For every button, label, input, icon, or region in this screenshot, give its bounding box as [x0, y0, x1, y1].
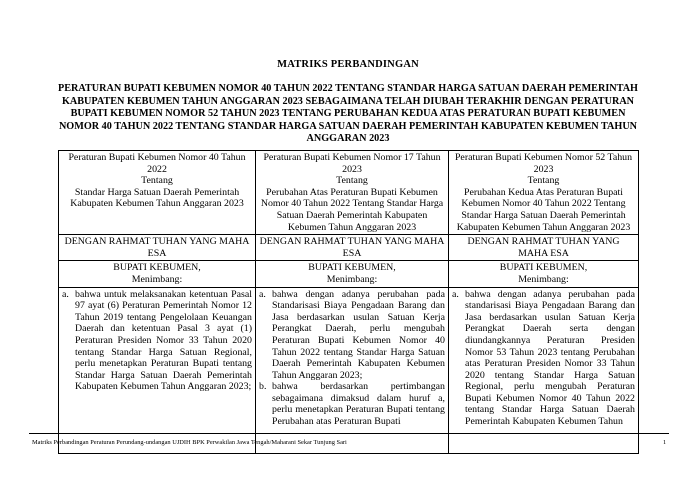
rahmat-cell: DENGAN RAHMAT TUHAN YANG MAHA ESA [59, 235, 256, 261]
bupati-cell [449, 261, 639, 287]
tentang-label: Tentang [336, 175, 368, 187]
item-marker: a. [259, 288, 266, 300]
item-marker: b. [259, 381, 267, 393]
bupati-label: BUPATI KEBUMEN, [499, 262, 588, 274]
tentang-label: Tentang [527, 175, 560, 187]
item-marker: a. [452, 288, 459, 300]
regulation-subject: Perubahan Kedua Atas Peraturan Bupati Kebumen Nomor 40 Tahun 2022 Tentang Standar Harga Satuan Daerah Pemerintah Kabupaten Kebumen Tahun Anggaran 2023 [456, 186, 631, 233]
bupati-cell [59, 261, 256, 287]
list-item [452, 289, 635, 428]
header-cell-col2 [256, 151, 449, 235]
rahmat-row [59, 235, 639, 261]
item-marker: a. [62, 288, 69, 300]
list-item [259, 381, 445, 427]
menimbang-label: Menimbang: [518, 273, 569, 285]
bupati-cell [256, 261, 449, 287]
list-item [259, 289, 445, 382]
comparison-table [58, 150, 639, 454]
menimbang-label: Menimbang: [326, 273, 378, 285]
menimbang-label: Menimbang: [131, 273, 183, 285]
regulation-number: Peraturan Bupati Kebumen Nomor 40 Tahun 2022 [68, 152, 246, 175]
footer-divider [29, 433, 669, 434]
rahmat-cell: DENGAN RAHMAT TUHAN YANG MAHA ESA [256, 235, 449, 261]
regulation-subject: Perubahan Atas Peraturan Bupati Kebumen Nomor 40 Tahun 2022 Tentang Standar Harga Satuan Daerah Pemerintah Kabupaten Kebumen Tahun Anggaran 2023 [260, 186, 444, 233]
item-text: bahwa untuk melaksanakan ketentuan Pasal 97 ayat (6) Peraturan Pemerintah Nomor 12 Tahun 2019 tentang Pengelolaan Keuangan Daerah dan ketentuan Pasal 3 ayat (1) Peraturan Presiden Nomor 33 Tahun 2020 tentang Standar Harga Satuan Regional, perlu menetapkan Peraturan Bupati tentang Standar Harga Satuan Daerah Pemerintah Kabupaten Kebumen Tahun Anggaran 2023; [75, 288, 252, 393]
bupati-row [59, 261, 639, 287]
item-text: bahwa dengan adanya perubahan pada standarisasi Biaya Pengadaan Barang dan Jasa berdasarkan usulan Satuan Kerja Perangkat Daerah serta dengan diundangkannya Peraturan Presiden Nomor 53 Tahun 2023 tentang Perubahan atas Peraturan Presiden Nomor 33 Tahun 2020 tentang Standar Harga Satuan Regional, perlu mengubah Peraturan Bupati Kebumen Nomor 40 Tahun 2022 tentang Standar Harga Satuan Daerah Pemerintah Kabupaten Kebumen Tahun [465, 288, 635, 428]
item-text: bahwa berdasarkan pertimbangan sebagaimana dimaksud dalam huruf a, perlu menetapkan Peraturan Bupati tentang Perubahan atas Peraturan Bupati [272, 381, 445, 428]
menimbang-cell-col3 [449, 287, 639, 453]
bupati-label: BUPATI KEBUMEN, [308, 262, 396, 274]
header-cell-col1 [59, 151, 256, 235]
bupati-label: BUPATI KEBUMEN, [113, 262, 201, 274]
item-text: bahwa dengan adanya perubahan pada Standarisasi Biaya Pengadaan Barang dan Jasa berdasarkan usulan Satuan Kerja Perangkat Daerah, perlu mengubah Peraturan Bupati Kebumen Nomor 40 Tahun 2022 tentang Standar Harga Satuan Daerah Pemerintah Kabupaten Kebumen Tahun Anggaran 2023; [272, 288, 445, 381]
regulation-subject: Standar Harga Satuan Daerah Pemerintah Kabupaten Kebumen Tahun Anggaran 2023 [70, 186, 244, 210]
regulation-number: Peraturan Bupati Kebumen Nomor 17 Tahun 2023 [263, 152, 441, 175]
footer-text: Matriks Perbandingan Peraturan Perundang-undangan UJDIH BPK Perwakilan Jawa Tengah/Maharani Sekar Tunjung Sari [32, 439, 347, 446]
list-item [62, 289, 252, 393]
header-row [59, 151, 639, 235]
menimbang-cell-col2 [256, 287, 449, 453]
menimbang-cell-col1 [59, 287, 256, 453]
rahmat-cell: DENGAN RAHMAT TUHAN YANG MAHA ESA [449, 235, 639, 261]
regulation-number: Peraturan Bupati Kebumen Nomor 52 Tahun 2023 [454, 152, 633, 175]
menimbang-row [59, 287, 639, 453]
regulation-title: PERATURAN BUPATI KEBUMEN NOMOR 40 TAHUN 2022 TENTANG STANDAR HARGA SATUAN DAERAH PEMERINTAH KABUPATEN KEBUMEN TAHUN ANGGARAN 2023 SEBAGAIMANA TELAH DIUBAH TERAKHIR DENGAN PERATURAN BUPATI KEBUMEN NOMOR 52 TAHUN 2023 TENTANG PERUBAHAN KEDUA ATAS PERATURAN BUPATI KEBUMEN NOMOR 40 TAHUN 2022 TENTANG STANDAR HARGA SATUAN DAERAH PEMERINTAH KABUPATEN KEBUMEN TAHUN ANGGARAN 2023 [58, 83, 638, 145]
document-title: MATRIKS PERBANDINGAN [277, 59, 419, 70]
header-cell-col3 [449, 151, 639, 235]
page-number: 1 [663, 439, 667, 446]
tentang-label: Tentang [141, 175, 173, 187]
